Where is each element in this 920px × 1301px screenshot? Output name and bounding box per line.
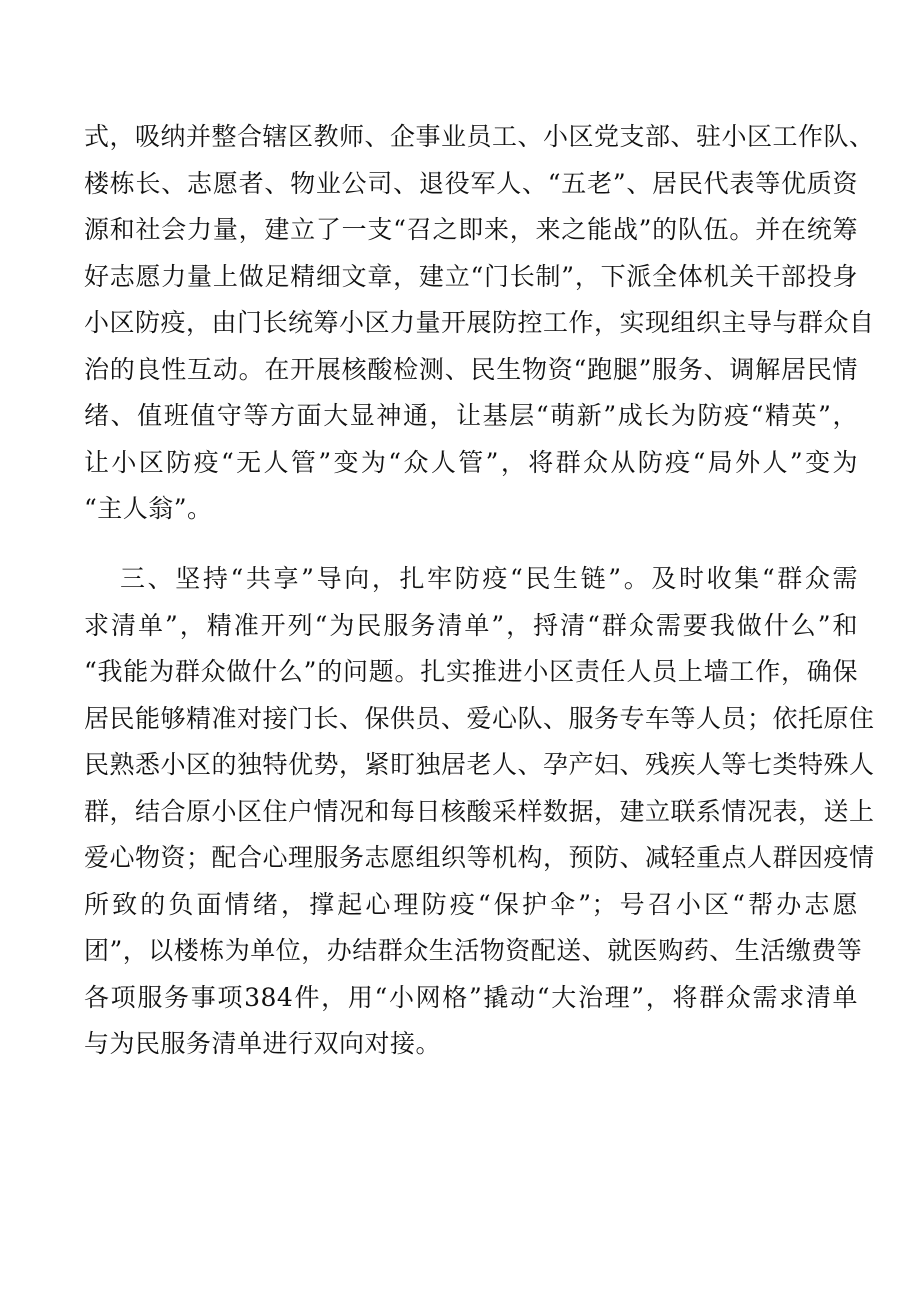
text-line: “主人翁”。 — [84, 494, 213, 523]
text-line: 居民能够精准对接门长、保供员、爱心队、服务专车等人员；依托原住 — [84, 703, 875, 733]
text-line: 各项服务事项384件，用“小网格”撬动“大治理”，将群众需求清单 — [84, 982, 858, 1012]
text-line: 团”，以楼栋为单位，办结群众生活物资配送、就医购药、生活缴费等 — [84, 936, 863, 965]
text-line: 求清单”，精准开列“为民服务清单”，捋清“群众需要我做什么”和 — [84, 610, 858, 640]
text-line: 小区防疫，由门长统筹小区力量开展防控工作，实现组织主导与群众自 — [84, 308, 875, 337]
text-line: 式，吸纳并整合辖区教师、企事业员工、小区党支部、驻小区工作队、 — [84, 122, 875, 151]
text-line: 源和社会力量，建立了一支“召之即来，来之能战”的队伍。并在统筹 — [84, 215, 858, 244]
text-line: 楼栋长、志愿者、物业公司、退役军人、“五老”、居民代表等优质资 — [84, 168, 858, 198]
text-line: 群，结合原小区住户情况和每日核酸采样数据，建立联系情况表，送上 — [84, 796, 875, 826]
text-line: 与为民服务清单进行双向对接。 — [84, 1029, 442, 1058]
text-line: 民熟悉小区的独特优势，紧盯独居老人、孕产妇、残疾人等七类特殊人 — [84, 750, 875, 779]
paragraph-section-three — [84, 556, 875, 1068]
text-line: 治的良性互动。在开展核酸检测、民生物资“跑腿”服务、调解居民情 — [84, 354, 858, 384]
text-line: 好志愿力量上做足精细文章，建立“门长制”，下派全体机关干部投身 — [84, 261, 858, 291]
text-line: 绪、值班值守等方面大显神通，让基层“萌新”成长为防疫“精英”， — [84, 401, 858, 430]
paragraph-volunteer-force — [84, 114, 875, 533]
text-line: 爱心物资；配合心理服务志愿组织等机构，预防、减轻重点人群因疫情 — [84, 843, 875, 872]
text-line: 所致的负面情绪，撑起心理防疫“保护伞”；号召小区“帮办志愿 — [84, 889, 858, 919]
text-line: “我能为群众做什么”的问题。扎实推进小区责任人员上墙工作，确保 — [84, 657, 858, 686]
section-heading-line: 三、坚持“共享”导向，扎牢防疫“民生链”。及时收集“群众需 — [120, 564, 858, 593]
text-line: 让小区防疫“无人管”变为“众人管”，将群众从防疫“局外人”变为 — [84, 447, 858, 477]
